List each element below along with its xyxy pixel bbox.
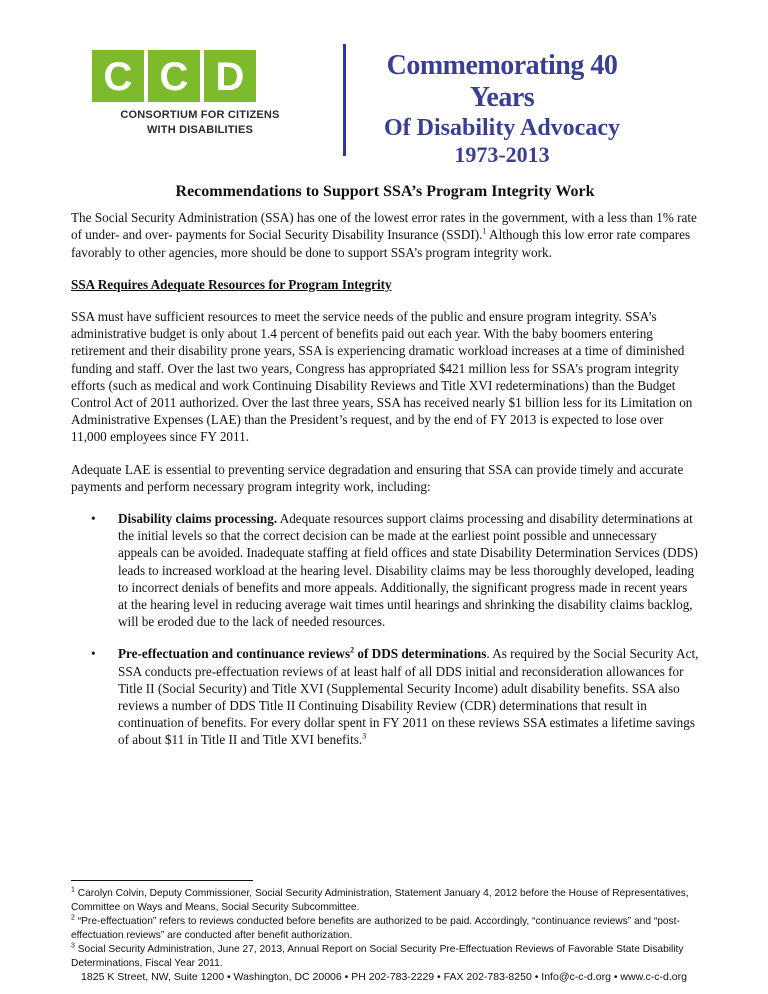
footnote-rule	[71, 880, 253, 881]
bullet-text: Adequate resources support claims processing and disability determinations at the initial levels so that the correct decision can be made at the earliest point possible and unnecessary appeals can be avoided. Inadequate staffing at field offices and state Disability Determination Services (DDS) leads to increased workload at the hearing level. Disability claims may be less thoroughly developed, leading to incorrect denials of benefits and more appeals. Additionally, the significant progress made in recent years at the hearing level in reducing average wait times until hearings and shrinking the disability claims backlog, will be eroded due to the lack of needed resources.	[118, 511, 698, 630]
logo-subtitle	[110, 108, 290, 138]
footnote-1	[71, 887, 699, 915]
footnote-number: 1	[71, 886, 75, 894]
footnote-text: “Pre-effectuation” refers to reviews conducted before benefits are authorized to be paid. Accordingly, “continuance reviews” and “post-effectuation reviews” are conducted after benefit authorization.	[71, 916, 680, 941]
footnote-ref-2: 2	[350, 646, 355, 656]
intro-text-after: Although this low error rate compares favorably to other agencies, more should be done to support SSA’s program integrity work.	[71, 227, 691, 260]
intro-paragraph	[71, 209, 699, 261]
lae-paragraph: Adequate LAE is essential to preventing service degradation and ensuring that SSA can provide timely and accurate payments and perform necessary program integrity work, including:	[71, 461, 684, 494]
page-footer-contact: 1825 K Street, NW, Suite 1200 • Washington, DC 20006 • PH 202-783-2229 • FAX 202-783-8250 • Info@c-c-d.org • www.c-c-d.org	[81, 971, 687, 983]
bullet-lead: Pre-effectuation and continuance reviews	[118, 646, 351, 662]
logo-letter-d: D	[204, 50, 256, 102]
footnote-number: 3	[71, 942, 75, 950]
bullet-lead-after: of DDS determinations	[354, 646, 487, 662]
footnote-3	[71, 943, 699, 971]
resources-paragraph: SSA must have sufficient resources to meet the service needs of the public and ensure program integrity. SSA’s administrative budget is only about 1.4 percent of benefits paid out each year. With the baby boomers entering retirement and their disability prone years, SSA is experiencing dramatic workload increases at a time of diminished funding and staff. Over the last two years, Congress has appropriated $421 million less for SSA’s program integrity efforts (such as medical and work Continuing Disability Reviews and Title XVI redeterminations) than the Budget Control Act of 2011 authorized. Over the last three years, SSA has received nearly $1 billion less for its Limitation on Administrative Expenses (LAE) than the President’s request, and by the end of FY 2013 is expected to lose over 11,000 employees since FY 2011.	[71, 309, 693, 445]
logo-letter-c2: C	[148, 50, 200, 102]
bullet-marker: •	[91, 646, 96, 662]
section-heading: SSA Requires Adequate Resources for Program Integrity	[71, 276, 392, 292]
footnote-2	[71, 915, 699, 943]
list-item	[71, 510, 699, 630]
bullet-marker: •	[91, 511, 96, 527]
footnote-text: Carolyn Colvin, Deputy Commissioner, Social Security Administration, Statement January 4, 2012 before the House of Representatives, Committee on Ways and Means, Social Security Subcommittee.	[71, 888, 689, 913]
bullet-lead: Disability claims processing.	[118, 511, 278, 527]
logo-subtitle-line2: WITH DISABILITIES	[146, 124, 254, 136]
commemoration-banner	[352, 50, 652, 168]
document-title: Recommendations to Support SSA’s Program Integrity Work	[175, 183, 595, 200]
commemoration-line1: Commemorating 40 Years	[386, 50, 618, 113]
footnote-ref-3: 3	[362, 732, 367, 742]
footnote-number: 2	[71, 914, 75, 922]
logo-letter-c1: C	[92, 50, 144, 102]
commemoration-years: 1973-2013	[454, 142, 550, 167]
footnote-text: Social Security Administration, June 27, 2013, Annual Report on Social Security Pre-Effectuation Reviews of Favorable State Disability Determinations, Fiscal Year 2011.	[71, 944, 684, 969]
program-integrity-list	[71, 510, 699, 749]
logo-subtitle-line1: CONSORTIUM FOR CITIZENS	[120, 109, 280, 121]
footnotes	[71, 887, 699, 971]
bullet-text: . As required by the Social Security Act, SSA conducts pre-effectuation reviews of at least half of all DDS initial and reconsideration allowances for Title II (Social Security) and Title XVI (Supplemental Security Income) adult disability benefits. SSA also reviews a number of DDS Title II Continuing Disability Review (CDR) determinations that result in continuation of benefits. For every dollar spent in FY 2011 on these reviews SSA estimates a lifetime savings of about $11 in Title II and Title XVI benefits.	[118, 646, 699, 748]
ccd-logo	[92, 50, 292, 146]
footnote-ref-1: 1	[482, 227, 487, 237]
document-body	[71, 183, 699, 764]
commemoration-line2: Of Disability Advocacy	[383, 115, 620, 141]
list-item	[71, 645, 699, 748]
intro-text: The Social Security Administration (SSA) has one of the lowest error rates in the government, with a less than 1% rate of under- and over- payments for Social Security Disability Insurance (SSDI).	[71, 210, 697, 243]
header-divider	[343, 44, 346, 156]
